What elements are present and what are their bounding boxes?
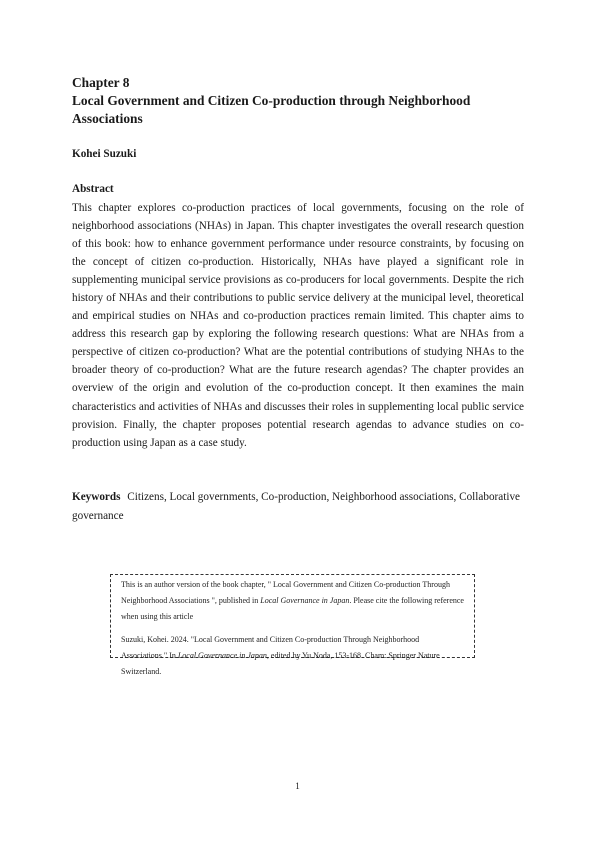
chapter-title xyxy=(72,74,532,128)
notice-text: This is an author version of the book chapter, " Local Government and Citizen Co-production Through Neighborhood Associations ", published in xyxy=(121,580,450,605)
chapter-number: Chapter 8 xyxy=(72,75,130,90)
author-name: Kohei Suzuki xyxy=(72,148,137,160)
citation-text: Suzuki, Kohei. 2024. "Local Government and Citizen Co-production Through Neighborhood Associations." In xyxy=(121,635,420,661)
chapter-title-line: Local Government and Citizen Co-production through Neighborhood xyxy=(72,93,471,108)
book-title: Local Governance in Japan xyxy=(177,651,267,661)
keywords-label: Keywords xyxy=(72,491,121,503)
notice-text: . Please cite the following reference when using this article xyxy=(121,595,464,621)
abstract-heading: Abstract xyxy=(72,183,114,195)
page-number: 1 xyxy=(295,781,300,791)
notice-paragraph xyxy=(121,577,464,624)
author-version-notice xyxy=(110,574,475,676)
citation-text: , edited by Yu Noda, 153-168. Cham: Springer Nature Switzerland. xyxy=(121,651,440,676)
book-title: Local Governance in Japan xyxy=(260,595,350,605)
keywords-text: Citizens, Local governments, Co-production, Neighborhood associations, Collaborative governance xyxy=(72,491,521,522)
citation-paragraph xyxy=(121,632,464,679)
chapter-title-line: Associations xyxy=(72,111,143,126)
abstract-text: This chapter explores co-production practices of local governments, focusing on the role of neighborhood associations (NHAs) in Japan. This chapter investigates the overall research question of this book: how to enhance government performance under resource constraints, by focusing on the concept of citizen co-production. Historically, NHAs have played a significant role in supplementing municipal service provisions as co-producers for local governments. Despite the rich history of NHAs and their contributions to public service delivery at the municipal level, theoretical and empirical studies on NHAs and co-production practices remain limited. This chapter aims to address this research gap by exploring the following research questions: What are NHAs from a perspective of citizen co-production? What are the potential contributions of studying NHAs to the broader theory of co-production? What are the future research agendas? The chapter provides an overview of the origin and evolution of the co-production concept. It then examines the main characteristics and activities of NHAs and discusses their roles in supplementing local public service provision. Finally, the chapter proposes potential research agendas to advance studies on co-production using Japan as a case study. xyxy=(72,202,524,449)
keywords xyxy=(72,488,524,525)
